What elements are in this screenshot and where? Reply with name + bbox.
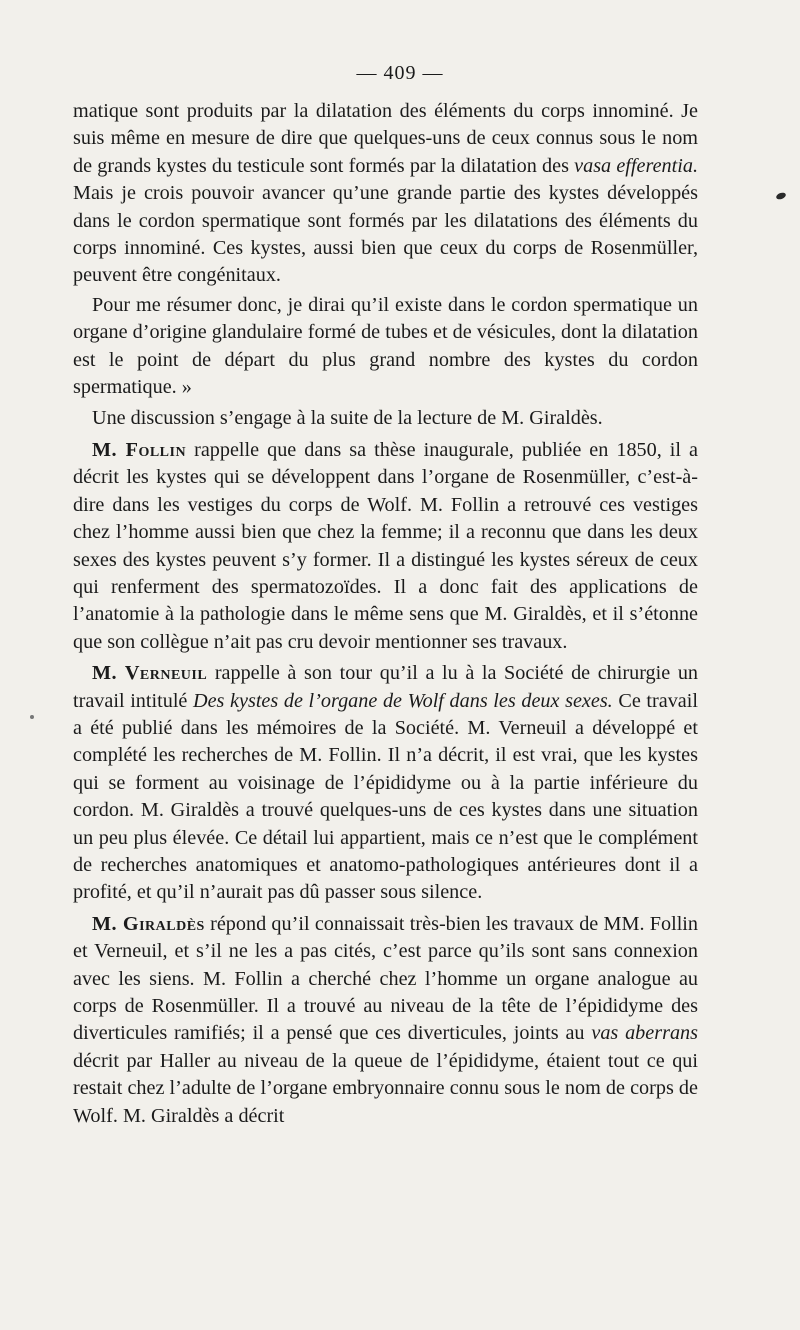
- page-number: — 409 —: [356, 62, 444, 84]
- paragraph-giraldes: [73, 911, 698, 1130]
- paragraph-text-after: Mais je crois pouvoir avancer qu’une grande partie des kystes développés dans le cordon spermatique sont formés par les dilatations des éléments du corps innominé. Ces kystes, aussi bien que ceux du corps de Rosenmüller, peuvent être congénitaux.: [73, 182, 698, 287]
- speaker-name: M. Follin: [92, 438, 187, 461]
- paragraph-continuation: [73, 98, 698, 290]
- paragraph-text: rappelle que dans sa thèse inaugurale, publiée en 1850, il a décrit les kystes qui se développent dans l’organe de Rosenmüller, c’est-à-dire dans les vestiges du corps de Wolf. M. Follin a retrouvé ces vestiges chez l’homme aussi bien que chez la femme; il a reconnu que dans les deux sexes des kystes peuvent s’y former. Il a distingué les kystes séreux de ceux qui renferment des spermatozoïdes. Il a donc fait des applications de l’anatomie à la pathologie dans le même sens que M. Giraldès, et il s’étonne que son collègue n’ait pas cru devoir mentionner ses travaux.: [73, 438, 698, 653]
- ink-spot: [775, 191, 786, 200]
- paragraph-text-after: Ce travail a été publié dans les mémoires de la Société. M. Verneuil a développé et complété les recherches de M. Follin. Il n’a décrit, il est vrai, que les kystes qui se forment au voisinage de l’épididyme ou à la partie inférieure du cordon. M. Giraldès a trouvé quelques-uns de ces kystes dans une situation un peu plus élevée. Ce détail lui appartient, mais ce n’est que le complément de recherches anatomiques et anatomo-pathologiques antérieures dont il a profité, et qu’il n’aurait pas dû passer sous silence.: [73, 689, 698, 904]
- paragraph-text: répond qu’il connaissait très-bien les travaux de MM. Follin et Verneuil, et s’il ne les a pas cités, c’est parce qu’ils sont sans connexion avec les siens. M. Follin a cherché chez l’homme un organe analogue au corps de Rosenmüller. Il a trouvé au niveau de la tête de l’épididyme des diverticules ramifiés; il a pensé que ces diverticules, joints au: [73, 912, 699, 1045]
- italic-term: vasa efferentia.: [574, 154, 698, 177]
- italic-title: Des kystes de l’organe de Wolf dans les deux sexes.: [193, 689, 613, 712]
- italic-term: vas aberrans: [591, 1022, 698, 1045]
- paragraph-text: matique sont produits par la dilatation des éléments du corps innominé. Je suis même en mesure de dire que quelques-uns de ceux connus sous le nom de grands kystes du testicule sont formés par la dilatation des: [73, 100, 698, 177]
- speaker-name: M. Verneuil: [92, 662, 208, 685]
- paragraph-summary: [73, 292, 698, 402]
- body-text: [73, 98, 698, 1134]
- paragraph-text: Une discussion s’engage à la suite de la lecture de M. Giraldès.: [92, 407, 603, 430]
- paragraph-text-after: décrit par Haller au niveau de la queue de l’épididyme, étaient tout ce qui restait chez l’adulte de l’organe embryonnaire connu sous le nom de corps de Wolf. M. Giraldès a décrit: [73, 1049, 698, 1127]
- paragraph-follin: [73, 437, 698, 656]
- paragraph-discussion: [73, 405, 698, 432]
- speaker-name: M. Giraldès: [92, 912, 205, 935]
- paragraph-text: Pour me résumer donc, je dirai qu’il existe dans le cordon spermatique un organe d’origine glandulaire formé de tubes et de vésicules, dont la dilatation est le point de départ du plus grand nombre des kystes du cordon spermatique. »: [73, 293, 698, 399]
- paragraph-verneuil: [73, 660, 698, 907]
- ink-spot: [30, 715, 34, 719]
- paragraph-text: rappelle à son tour qu’il a lu à la Société de chirurgie un travail intitulé: [73, 662, 699, 712]
